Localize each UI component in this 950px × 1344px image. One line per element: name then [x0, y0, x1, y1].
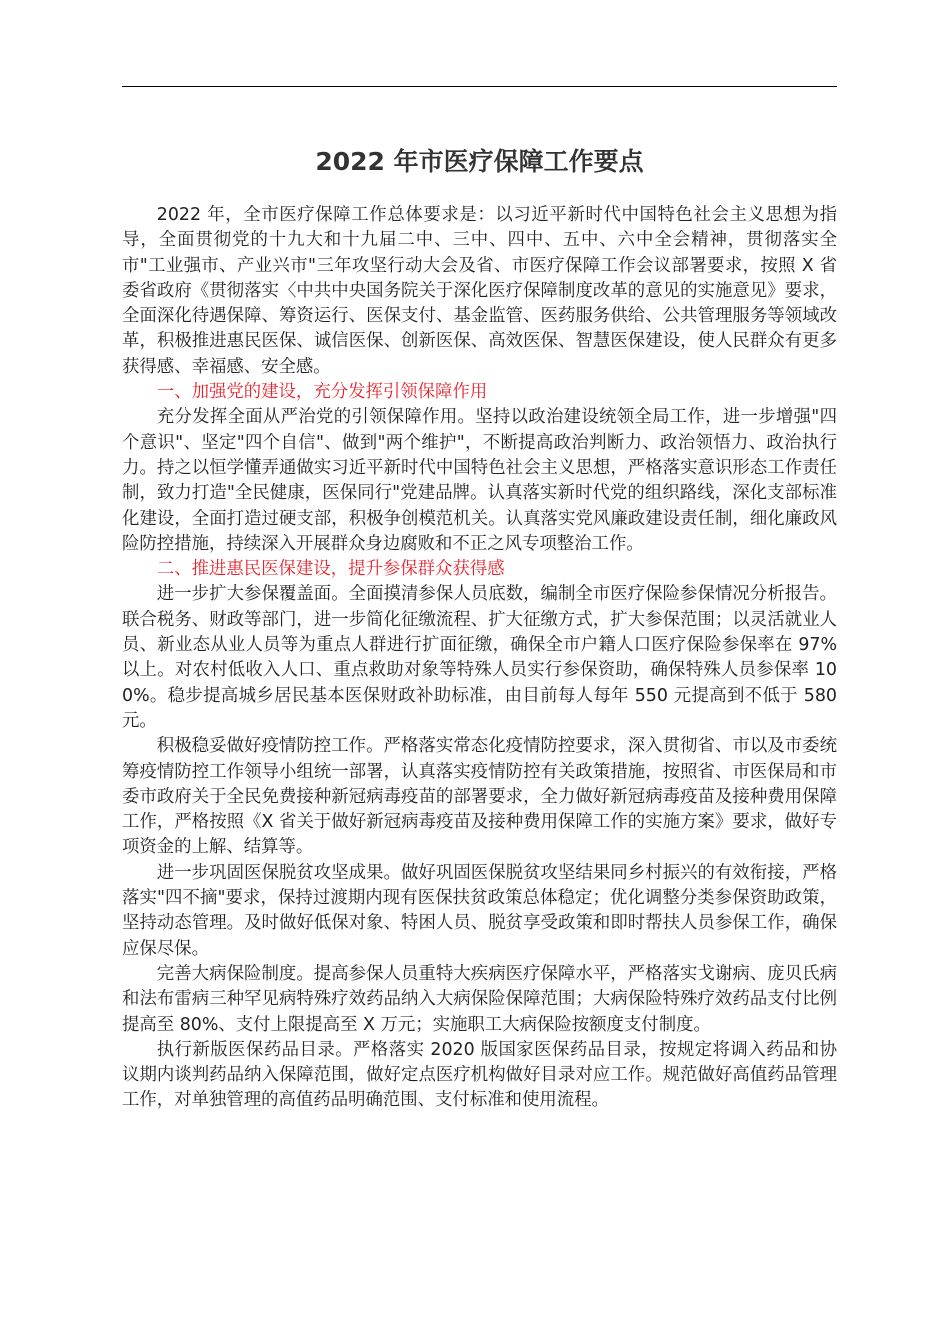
- section-2-paragraph-epidemic: 积极稳妥做好疫情防控工作。严格落实常态化疫情防控要求，深入贯彻省、市以及市委统筹疫情防控工作领导小组统一部署，认真落实疫情防控有关政策措施，按照省、市医保局和市委市政府关于全民免费接种新冠病毒疫苗的部署要求，全力做好新冠病毒疫苗及接种费用保障工作，严格按照《X 省关于做好新冠病毒疫苗及接种费用保障工作的实施方案》要求，做好专项资金的上解、结算等。: [122, 736, 837, 858]
- section-2-paragraph-drug-catalog: 执行新版医保药品目录。严格落实 2020 版国家医保药品目录，按规定将调入药品和协议期内谈判药品纳入保障范围，做好定点医疗机构做好目录对应工作。规范做好高值药品管理工作，对单独管理的高值药品明确范围、支付标准和使用流程。: [122, 1039, 837, 1111]
- section-2-paragraph-coverage: 进一步扩大参保覆盖面。全面摸清参保人员底数，编制全市医疗保险参保情况分析报告。联合税务、财政等部门，进一步简化征缴流程、扩大征缴方式，扩大参保范围；以灵活就业人员、新业态从业人员等为重点人群进行扩面征缴，确保全市户籍人口医疗保险参保率在 97%以上。对农村低收入人口、重点救助对象等特殊人员实行参保资助，确保特殊人员参保率 100%。稳步提高城乡居民基本医保财政补助标准，由目前每人每年 550 元提高到不低于 580 元。: [122, 584, 837, 731]
- header-rule: [122, 86, 837, 87]
- section-2-heading: 二、推进惠民医保建设，提升参保群众获得感: [156, 559, 505, 580]
- section-2-paragraph-critical-illness: 完善大病保险制度。提高参保人员重特大疾病医疗保障水平，严格落实戈谢病、庞贝氏病和法布雷病三种罕见病特殊疗效药品纳入大病保险保障范围；大病保险特殊疗效药品支付比例提高至 80%、支付上限提高至 X 万元；实施职工大病保险按额度支付制度。: [122, 963, 837, 1035]
- document-title: 2022 年市医疗保障工作要点: [315, 147, 644, 176]
- section-2-paragraph-poverty: 进一步巩固医保脱贫攻坚成果。做好巩固医保脱贫攻坚结果同乡村振兴的有效衔接，严格落实"四不摘"要求，保持过渡期内现有医保扶贫政策总体稳定；优化调整分类参保资助政策，坚持动态管理。及时做好低保对象、特困人员、脱贫享受政策和即时帮扶人员参保工作，确保应保尽保。: [122, 862, 837, 959]
- section-1-paragraph: 充分发挥全面从严治党的引领保障作用。坚持以政治建设统领全局工作，进一步增强"四个意识"、坚定"四个自信"、做到"两个维护"，不断提高政治判断力、政治领悟力、政治执行力。持之以恒学懂弄通做实习近平新时代中国特色社会主义思想，严格落实意识形态工作责任制，致力打造"全民健康，医保同行"党建品牌。认真落实新时代党的组织路线，深化支部标准化建设，全面打造过硬支部，积极争创模范机关。认真落实党风廉政建设责任制，细化廉政风险防控措施，持续深入开展群众身边腐败和不正之风专项整治工作。: [122, 407, 837, 554]
- section-1-heading: 一、加强党的建设，充分发挥引领保障作用: [156, 382, 488, 403]
- document-body: [122, 203, 837, 1114]
- intro-paragraph: 2022 年，全市医疗保障工作总体要求是：以习近平新时代中国特色社会主义思想为指导，全面贯彻党的十九大和十九届二中、三中、四中、五中、六中全会精神，贯彻落实全市"工业强市、产业兴市"三年攻坚行动大会及省、市医疗保障工作会议部署要求，按照 X 省委省政府《贯彻落实〈中共中央国务院关于深化医疗保障制度改革的意见的实施意见》要求，全面深化待遇保障、筹资运行、医保支付、基金监管、医药服务供给、公共管理服务等领域改革，积极推进惠民医保、诚信医保、创新医保、高效医保、智慧医保建设，使人民群众有更多获得感、幸福感、安全感。: [122, 205, 837, 377]
